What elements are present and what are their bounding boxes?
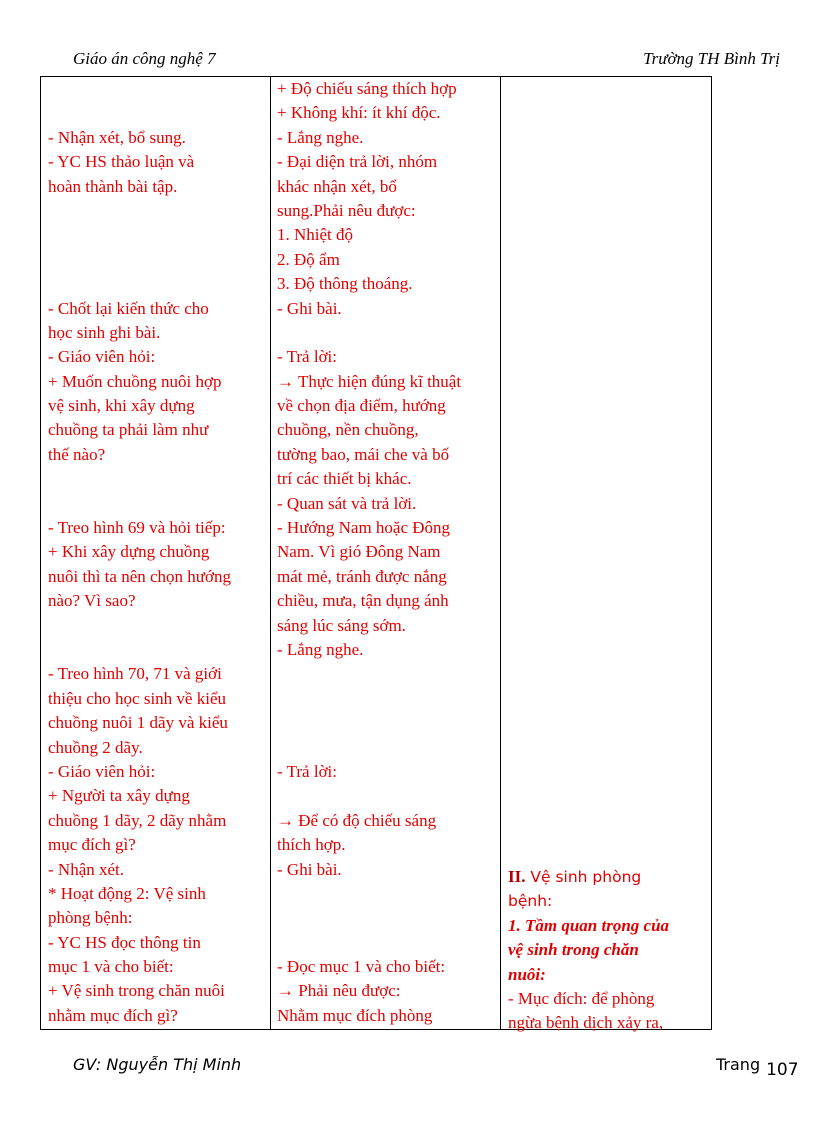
col2-line: trí các thiết bị khác. bbox=[277, 469, 412, 489]
col1-line: hoàn thành bài tập. bbox=[48, 176, 178, 196]
col2-line: mát mẻ, tránh được nắng bbox=[277, 566, 447, 586]
col1-line: mục 1 và cho biết: bbox=[48, 957, 174, 977]
col2-line: về chọn địa điểm, hướng bbox=[277, 396, 446, 416]
col1-line: - Treo hình 69 và hỏi tiếp: bbox=[48, 518, 226, 538]
section-title-cont: bệnh: bbox=[508, 892, 553, 911]
lesson-table bbox=[40, 76, 712, 1033]
col1-line: - YC HS đọc thông tin bbox=[48, 932, 201, 952]
col1-line: chuồng 2 dãy. bbox=[48, 737, 143, 757]
col2-line: thích hợp. bbox=[277, 835, 346, 855]
footer-teacher: GV: Nguyễn Thị Minh bbox=[73, 1055, 242, 1074]
col1-line: phòng bệnh: bbox=[48, 908, 133, 928]
col1-line: nuôi thì ta nên chọn hướng bbox=[48, 566, 231, 586]
col1-line bbox=[48, 638, 270, 662]
section-title: II. Vệ sinh phòng bbox=[508, 867, 642, 886]
header-school: Trường TH Bình Trị bbox=[643, 49, 780, 68]
col2-line: - Trả lời: bbox=[277, 347, 338, 367]
column-divider bbox=[270, 77, 271, 1029]
page-label: Trang bbox=[716, 1055, 761, 1074]
col1-line: * Hoạt động 2: Vệ sinh bbox=[48, 883, 206, 903]
col2-line bbox=[277, 736, 499, 760]
col2-line: sung.Phải nêu được: bbox=[277, 200, 416, 220]
col1-line: + Khi xây dựng chuồng bbox=[48, 542, 210, 562]
col1-line: - YC HS thảo luận và bbox=[48, 152, 195, 172]
col2-line bbox=[277, 687, 499, 711]
col1-line: thế nào? bbox=[48, 444, 106, 464]
col2-line: + Không khí: ít khí độc. bbox=[277, 103, 441, 123]
page-number: 107 bbox=[766, 1060, 799, 1080]
col1-line bbox=[48, 272, 270, 296]
col2-line: khác nhận xét, bổ bbox=[277, 176, 397, 196]
footer-page bbox=[716, 1055, 799, 1080]
col1-line: - Giáo viên hỏi: bbox=[48, 347, 156, 367]
col1-line bbox=[48, 77, 270, 101]
col1-line: mục đích gì? bbox=[48, 835, 136, 855]
col2-line bbox=[277, 931, 499, 955]
col1-line: chuồng 1 dãy, 2 dãy nhằm bbox=[48, 810, 227, 830]
col2-line: - Quan sát và trả lời. bbox=[277, 493, 417, 513]
col2-line: → Phải nêu được: bbox=[277, 981, 401, 1001]
col2-line bbox=[277, 784, 499, 808]
col1-line: + Muốn chuồng nuôi hợp bbox=[48, 371, 222, 391]
col2-line: - Đại diện trả lời, nhóm bbox=[277, 152, 438, 172]
col1-line bbox=[48, 223, 270, 247]
col1-line bbox=[48, 101, 270, 125]
col1-line: + Vệ sinh trong chăn nuôi bbox=[48, 981, 225, 1001]
col2-line: → Thực hiện đúng kĩ thuật bbox=[277, 371, 462, 391]
col2-line: - Đọc mục 1 và cho biết: bbox=[277, 957, 446, 977]
subsection-title-cont: vệ sinh trong chăn bbox=[508, 940, 639, 960]
col2-line: Nhằm mục đích phòng bbox=[277, 1005, 433, 1025]
col2-line: 1. Nhiệt độ bbox=[277, 225, 354, 245]
col2-line: → Để có độ chiếu sáng bbox=[277, 810, 437, 830]
subsection-title-cont: nuôi: bbox=[508, 964, 546, 984]
col1-line: chuồng ta phải làm như bbox=[48, 420, 209, 440]
col2-line bbox=[277, 711, 499, 735]
col2-line: tường bao, mái che và bố bbox=[277, 444, 450, 464]
col2-line: sáng lúc sáng sớm. bbox=[277, 615, 406, 635]
col1-line: vệ sinh, khi xây dựng bbox=[48, 396, 195, 416]
col2-line: - Hướng Nam hoặc Đông bbox=[277, 518, 451, 538]
col1-line: - Giáo viên hỏi: bbox=[48, 761, 156, 781]
col1-line: - Nhận xét, bổ sung. bbox=[48, 127, 186, 147]
col2-line: - Trả lời: bbox=[277, 761, 338, 781]
col2-line: chiều, mưa, tận dụng ánh bbox=[277, 591, 449, 611]
col2-line bbox=[277, 321, 499, 345]
col1-line: - Chốt lại kiến thức cho bbox=[48, 298, 209, 318]
col1-line bbox=[48, 248, 270, 272]
col2-line bbox=[277, 906, 499, 930]
col1-line: + Người ta xây dựng bbox=[48, 786, 190, 806]
col1-line bbox=[48, 199, 270, 223]
column-divider bbox=[500, 77, 501, 1029]
col1-line bbox=[48, 467, 270, 491]
col2-line: - Lắng nghe. bbox=[277, 127, 364, 147]
col1-line: nào? Vì sao? bbox=[48, 591, 136, 611]
col2-line bbox=[277, 882, 499, 906]
col2-line bbox=[277, 662, 499, 686]
col1-line: thiệu cho học sinh về kiểu bbox=[48, 688, 226, 708]
content-text: ngừa bệnh dịch xảy ra, bbox=[508, 1013, 664, 1033]
col2-line: - Ghi bài. bbox=[277, 859, 342, 879]
col2-line: chuồng, nền chuồng, bbox=[277, 420, 419, 440]
subsection-title: 1. Tầm quan trọng của bbox=[508, 915, 670, 935]
content-column bbox=[508, 865, 708, 1036]
col1-line bbox=[48, 492, 270, 516]
teacher-activity-column bbox=[48, 77, 270, 1028]
col2-line: - Ghi bài. bbox=[277, 298, 342, 318]
col2-line: 2. Độ ẩm bbox=[277, 249, 340, 269]
col2-line: - Lắng nghe. bbox=[277, 639, 364, 659]
col1-line: nhằm mục đích gì? bbox=[48, 1005, 178, 1025]
col2-line: 3. Độ thông thoáng. bbox=[277, 274, 413, 294]
col1-line: chuồng nuôi 1 dãy và kiểu bbox=[48, 713, 228, 733]
col1-line bbox=[48, 614, 270, 638]
col1-line: - Nhận xét. bbox=[48, 859, 125, 879]
col1-line: - Treo hình 70, 71 và giới bbox=[48, 664, 222, 684]
col2-line: Nam. Vì gió Đông Nam bbox=[277, 542, 441, 562]
header-subject: Giáo án công nghệ 7 bbox=[73, 49, 216, 68]
col1-line: học sinh ghi bài. bbox=[48, 322, 161, 342]
student-activity-column bbox=[277, 77, 499, 1028]
content-text: - Mục đích: để phòng bbox=[508, 988, 655, 1008]
col2-line: + Độ chiếu sáng thích hợp bbox=[277, 79, 457, 98]
